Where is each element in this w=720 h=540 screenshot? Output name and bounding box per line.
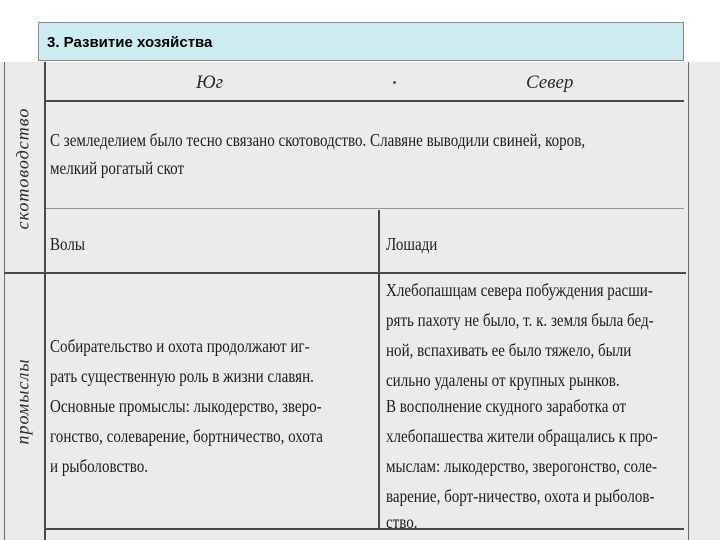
crafts-north-line: мыслам: лыкодерство, зверогонство, соле- — [386, 456, 658, 476]
scan-speck — [393, 81, 396, 84]
side-label-crafts: промыслы — [12, 358, 33, 445]
column-divider-rule-livestock — [378, 210, 380, 272]
livestock-common-line: С земледелием было тесно связано скотоводство. Славяне выводили свиней, коров, — [50, 130, 586, 150]
column-divider-rule-crafts — [378, 273, 380, 529]
crafts-north-line: рять пахоту не было, т. к. земля была бед- — [386, 310, 654, 330]
crafts-north-line: хлебопашества жители обращались к про- — [386, 426, 658, 446]
crafts-south-line: рать существенную роль в жизни славян. — [50, 366, 314, 386]
crafts-north-line: сильно удалены от крупных рынков. — [386, 370, 620, 390]
column-header-south: Юг — [196, 72, 224, 93]
crafts-north-line: ной, вспахивать ее было тяжело, были — [386, 340, 632, 360]
side-label-livestock: скотоводство — [12, 107, 33, 230]
livestock-south-cell: Волы — [50, 234, 85, 254]
label-column-rule — [44, 62, 46, 540]
slide-title: 3. Развитие хозяйства — [38, 22, 684, 61]
header-bottom-rule — [44, 100, 684, 102]
livestock-north-cell: Лошади — [386, 234, 438, 254]
crafts-north-line: ство. — [386, 512, 418, 532]
column-header-north: Север — [526, 72, 574, 93]
scanned-table-image — [0, 62, 720, 540]
crafts-north-line: варение, борт-ничество, охота и рыболов- — [386, 486, 655, 506]
crafts-south-line: и рыболовство. — [50, 456, 149, 476]
crafts-south-line: гонство, солеварение, бортничество, охота — [50, 426, 323, 446]
section-divider-rule — [4, 272, 686, 274]
crafts-south-line: Собирательство и охота продолжают иг- — [50, 336, 310, 356]
table-bottom-rule — [44, 528, 684, 530]
crafts-north-line: В восполнение скудного заработка от — [386, 396, 627, 416]
crafts-south-line: Основные промыслы: лыкодерство, зверо- — [50, 396, 322, 416]
livestock-common-line: мелкий рогатый скот — [50, 158, 185, 178]
livestock-bottom-rule — [44, 208, 684, 209]
crafts-north-line: Хлебопашцам севера побуждения расши- — [386, 280, 653, 300]
